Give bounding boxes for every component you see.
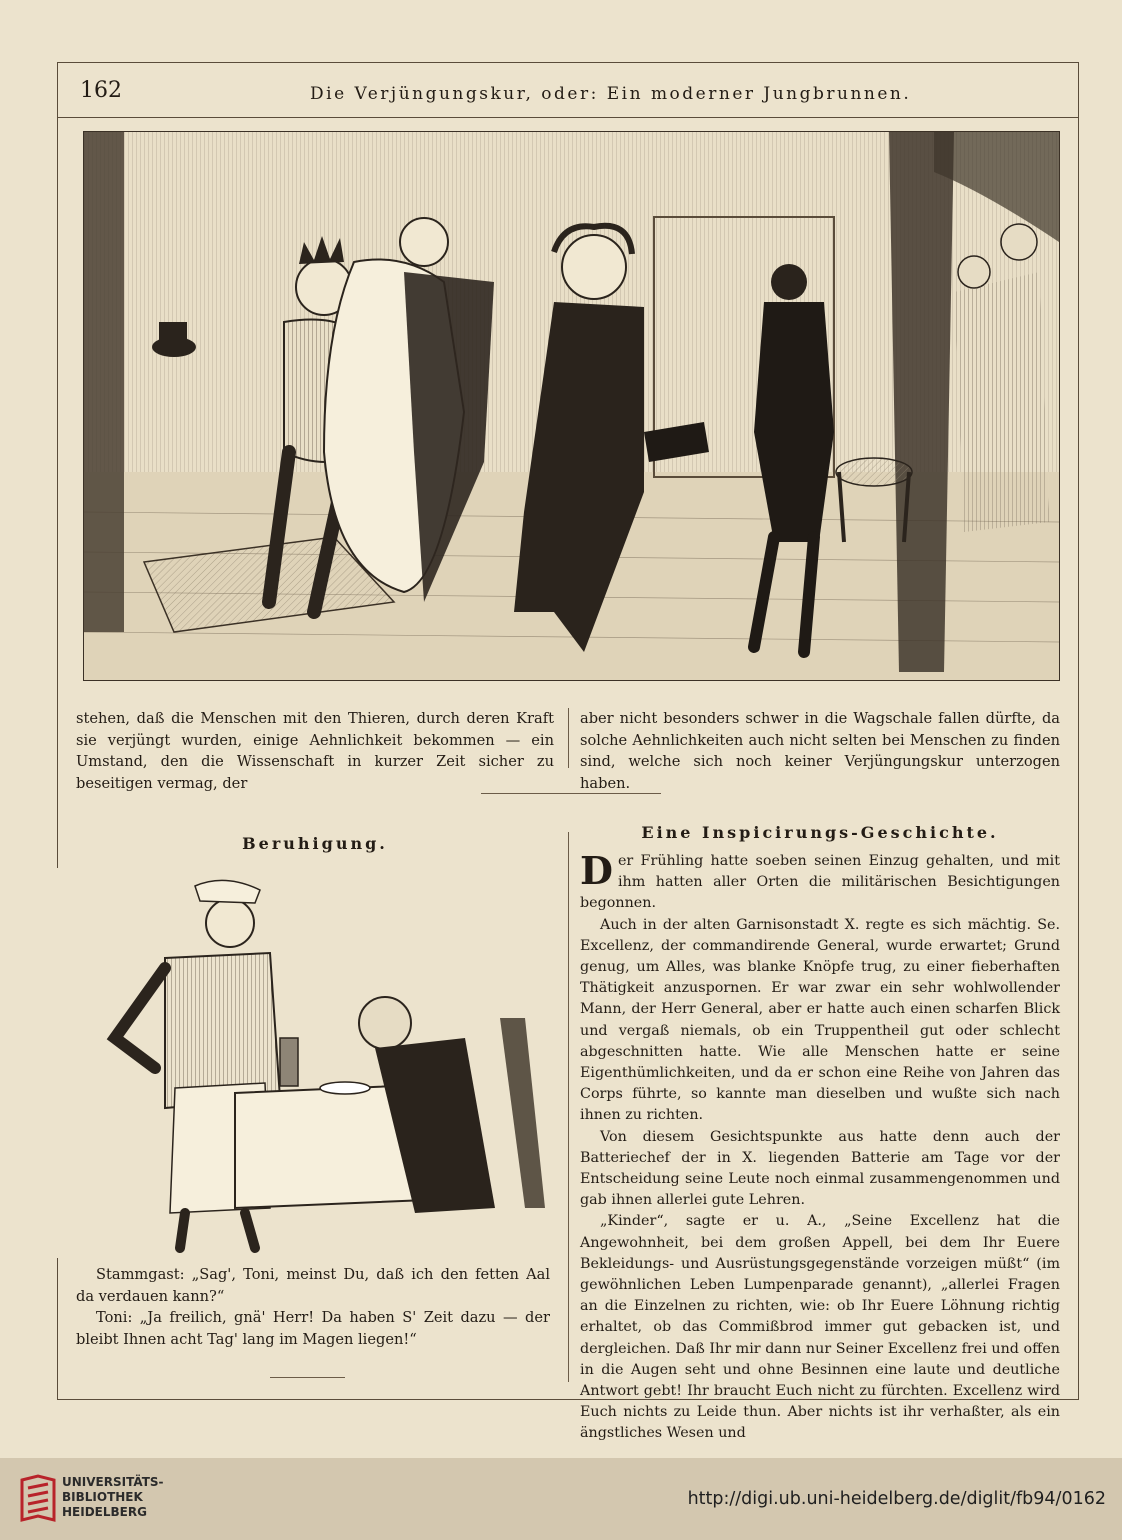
- paragraph: „Kinder“, sagte er u. A., „Seine Excellenz hat die Angewohnheit, bei dem großen Appell, bei dem Ihr Euere Bekleidungs- und Ausrüstungsgegenstände vorzeigen müßt“ (im gewöhnlichen Leben Lumpenparade genannt), „allerlei Fragen an die Einzelnen zu richten, wie: ob Ihr Euere Löhnung richtig erhaltet, ob das Commißbrod immer gut gebacken ist, und dergleichen. Daß Ihr mir dann nur Seiner Excellenz frei und offen in die Augen seht und ohne Besinnen eine laute und deutliche Antwort gebt! Ihr braucht Euch nicht zu fürchten. Excellenz wird Euch nichts zu Leide thun. Aber nichts ist ihr verhaßter, als ein ängstliches Wesen und: [580, 1213, 1060, 1442]
- end-rule: [270, 1377, 345, 1378]
- running-title: Die Verjüngungskur, oder: Ein moderner Jungbrunnen.: [310, 84, 912, 104]
- library-footer: [0, 1458, 1122, 1540]
- continuation-left: stehen, daß die Menschen mit den Thieren, durch deren Kraft sie verjüngt wurden, einige Aehnlichkeit bekommen — ein Umstand, den die Wissenschaft in kurzer Zeit sicher zu beseitigen vermag, der: [76, 710, 554, 792]
- column-divider-bottom: [568, 832, 569, 1382]
- library-logo-icon: [18, 1472, 58, 1528]
- left-article-title: Beruhigung.: [242, 834, 388, 853]
- column-divider-top: [568, 708, 569, 768]
- right-article-text: Der Frühling hatte soeben seinen Einzug gehalten, und mit ihm hatten aller Orten die militärischen Besichtigungen begonnen. Auch in der alten Garnisonstadt X. regte es sich mächtig. Se. Excellenz, der commandirende General, wurde erwartet; Grund genug, um Alles, was blanke Knöpfe trug, zu einer fieberhaften Thätigkeit anzuspornen. Er war zwar ein sehr wohlwollender Mann, der Herr General, aber er hatte auch einen scharfen Blick und vergaß niemals, ob ein Truppentheil gut oder schlecht abgeschnitten hatte. Wie alle Menschen hatte er seine Eigenthümlichkeiten, und da er schon eine Reihe von Jahren das Corps führte, so kannte man dieselben und wußte sich nach ihnen zu richten. Von diesem Gesichtspunkte aus hatte denn auch der Batteriechef der in X. liegenden Batterie am Tage vor der Entscheidung seine Leute noch einmal zusammengenommen und gab ihnen allerlei gute Lehren. „Kinder“, sagte er u. A., „Seine Excellenz hat die Angewohnheit, bei dem großen Appell, bei dem Ihr Euere Bekleidungs- und Ausrüstungsgegenstände vorzeigen müßt“ (im gewöhnlichen Leben Lumpenparade genannt), „allerlei Fragen an die Einzelnen zu richten, wie: ob Ihr Euere Löhnung richtig erhaltet, ob das Commißbrod immer gut gebacken ist, und dergleichen. Daß Ihr mir dann nur Seiner Excellenz frei und offen in die Augen seht und ohne Besinnen eine laute und deutliche Antwort gebt! Ihr braucht Euch nicht zu fürchten. Excellenz wird Euch nichts zu Leide thun. Aber nichts ist ihr verhaßter, als ein ängstliches Wesen und: [580, 851, 1060, 1445]
- permalink-url[interactable]: http://digi.ub.uni-heidelberg.de/diglit/fb94/0162: [687, 1489, 1106, 1509]
- section-separator: [481, 793, 661, 794]
- drop-cap: D: [580, 848, 613, 893]
- continuation-right: aber nicht besonders schwer in die Wagschale fallen dürfte, da solche Aehnlichkeiten auch nicht selten bei Menschen zu finden sind, welche sich noch keiner Verjüngungskur unterzogen haben.: [580, 710, 1060, 792]
- tavern-illustration: [55, 868, 555, 1258]
- left-article-text: [76, 1264, 550, 1350]
- right-article-title: Eine Inspicirungs-Geschichte.: [641, 823, 999, 842]
- header-rule: [57, 117, 1079, 118]
- library-name: UNIVERSITÄTS- BIBLIOTHEK HEIDELBERG: [62, 1475, 164, 1519]
- paragraph: Auch in der alten Garnisonstadt X. regte es sich mächtig. Se. Excellenz, der commandirende General, wurde erwartet; Grund genug, um Alles, was blanke Knöpfe trug, zu einer fieberhaften Thätigkeit anzuspornen. Er war zwar ein sehr wohlwollender Mann, der Herr General, aber er hatte auch einen scharfen Blick und vergaß niemals, ob ein Truppentheil gut oder schlecht abgeschnitten hatte. Wie alle Menschen hatte er seine Eigenthümlichkeiten, und da er schon eine Reihe von Jahren das Corps führte, so kannte man dieselben und wußte sich nach ihnen zu richten.: [580, 916, 1060, 1124]
- paragraph: Von diesem Gesichtspunkte aus hatte denn auch der Batteriechef der in X. liegenden Batterie am Tage vor der Entscheidung seine Leute noch einmal zusammengenommen und gab ihnen allerlei gute Lehren.: [580, 1128, 1060, 1209]
- top-illustration: [83, 131, 1060, 681]
- dialogue-guest: Stammgast: „Sag', Toni, meinst Du, daß ich den fetten Aal da verdauen kann?“: [76, 1266, 550, 1305]
- dialogue-toni: Toni: „Ja freilich, gnä' Herr! Da haben S' Zeit dazu — der bleibt Ihnen acht Tag' lang im Magen liegen!“: [76, 1309, 550, 1348]
- page-number: 162: [80, 78, 122, 103]
